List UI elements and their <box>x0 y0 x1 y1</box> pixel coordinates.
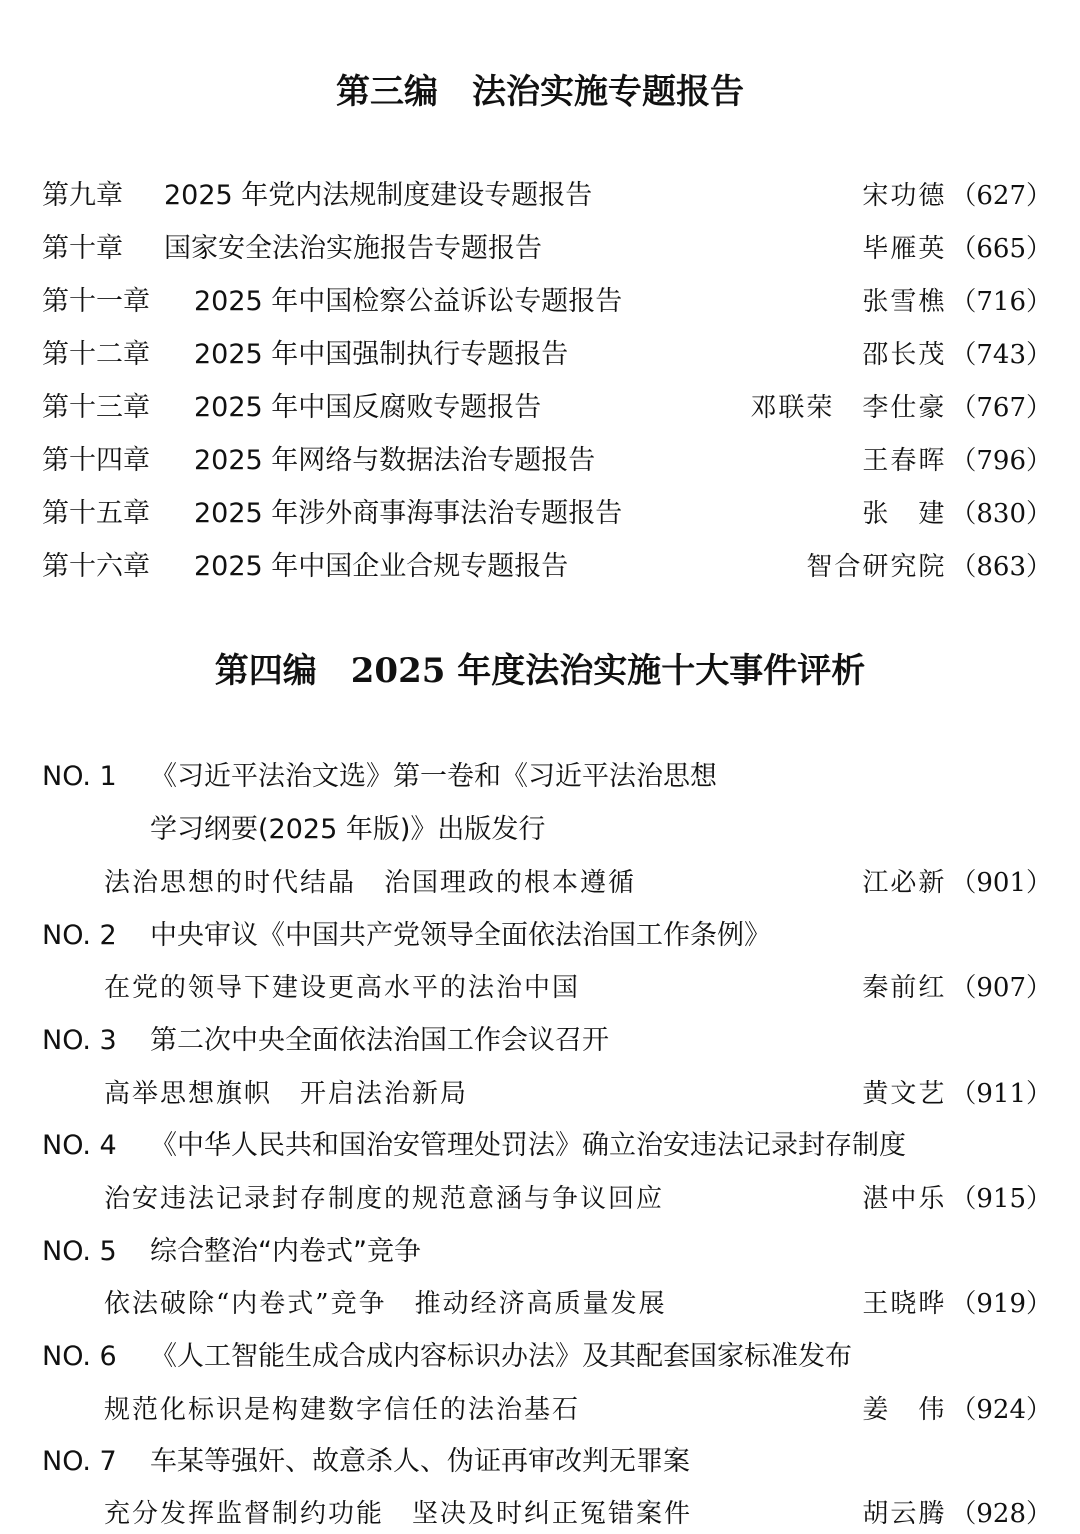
dot-leader <box>574 547 796 587</box>
event-article-4[interactable] <box>104 1179 1052 1219</box>
article-title: 治安违法记录封存制度的规范意涵与争议回应 <box>104 1184 665 1214</box>
event-entry-2[interactable] <box>42 916 1052 956</box>
dot-leader <box>642 863 852 903</box>
event-article-2[interactable] <box>104 968 1052 1008</box>
chapter-author: 张雪樵 <box>862 287 947 317</box>
event-title: 《人工智能生成合成内容标识办法》及其配套国家标准发布 <box>150 1341 852 1372</box>
chapter-number: 第十六章 <box>42 551 150 582</box>
article-author: 秦前红 <box>862 973 947 1003</box>
event-entry-1[interactable] <box>42 757 1052 797</box>
toc-entry-chapter-13[interactable] <box>42 388 1052 428</box>
page-number: （830） <box>950 499 1052 529</box>
toc-entry-chapter-9[interactable] <box>42 176 1052 216</box>
event-entry-7[interactable] <box>42 1442 1052 1482</box>
page-number: （901） <box>950 868 1052 898</box>
part3-heading: 第三编 法治实施专题报告 <box>336 72 744 112</box>
event-article-6[interactable] <box>104 1390 1052 1430</box>
event-title: 《中华人民共和国治安管理处罚法》确立治安违法记录封存制度 <box>150 1130 906 1161</box>
event-number: NO. 4 <box>42 1130 117 1161</box>
event-article-1[interactable] <box>104 863 1052 903</box>
article-author: 江必新 <box>862 868 947 898</box>
page-number: （627） <box>950 181 1052 211</box>
article-title: 在党的领导下建设更高水平的法治中国 <box>104 973 581 1003</box>
dot-leader <box>586 968 852 1008</box>
chapter-title: 2025 年中国检察公益诉讼专题报告 <box>194 286 623 317</box>
event-entry-4[interactable] <box>42 1126 1052 1166</box>
page-number: （743） <box>950 340 1052 370</box>
page-number: （919） <box>950 1289 1052 1319</box>
chapter-title: 2025 年中国强制执行专题报告 <box>194 339 569 370</box>
article-author: 黄文艺 <box>862 1079 947 1109</box>
dot-leader <box>673 1284 853 1324</box>
toc-entry-chapter-10[interactable] <box>42 229 1052 269</box>
event-title: 《习近平法治文选》第一卷和《习近平法治思想 <box>150 761 717 792</box>
chapter-author: 智合研究院 <box>806 552 947 582</box>
chapter-author: 张 建 <box>862 499 947 529</box>
chapter-title: 2025 年涉外商事海事法治专题报告 <box>194 498 623 529</box>
event-article-5[interactable] <box>104 1284 1052 1324</box>
event-entry-5[interactable] <box>42 1232 1052 1272</box>
chapter-title: 2025 年党内法规制度建设专题报告 <box>164 180 593 211</box>
event-title: 综合整治“内卷式”竞争 <box>150 1236 421 1267</box>
event-number: NO. 5 <box>42 1236 117 1267</box>
event-entry-3[interactable] <box>42 1021 1052 1061</box>
chapter-author: 毕雁英 <box>862 234 947 264</box>
chapter-number: 第九章 <box>42 180 123 211</box>
page-number: （863） <box>950 552 1052 582</box>
chapter-title: 国家安全法治实施报告专题报告 <box>164 233 542 264</box>
page-number: （665） <box>950 234 1052 264</box>
event-title-continued: 学习纲要(2025 年版)》出版发行 <box>150 814 546 845</box>
dot-leader <box>598 176 852 216</box>
article-author: 胡云腾 <box>862 1499 947 1529</box>
dot-leader <box>628 282 852 322</box>
event-number: NO. 2 <box>42 920 117 951</box>
page-number: （911） <box>950 1079 1052 1109</box>
dot-leader <box>574 335 852 375</box>
event-entry-6[interactable] <box>42 1337 1052 1377</box>
chapter-author: 邓联荣 李仕豪 <box>750 393 947 423</box>
event-number: NO. 1 <box>42 761 117 792</box>
part4-heading: 第四编 2025 年度法治实施十大事件评析 <box>214 651 866 691</box>
toc-entry-chapter-12[interactable] <box>42 335 1052 375</box>
event-title: 第二次中央全面依法治国工作会议召开 <box>150 1025 609 1056</box>
chapter-author: 宋功德 <box>862 181 947 211</box>
article-title: 高举思想旗帜 开启法治新局 <box>104 1079 469 1109</box>
toc-entry-chapter-15[interactable] <box>42 494 1052 534</box>
event-title: 车某等强奸、故意杀人、伪证再审改判无罪案 <box>150 1446 690 1477</box>
chapter-title: 2025 年网络与数据法治专题报告 <box>194 445 596 476</box>
dot-leader <box>698 1494 852 1534</box>
article-author: 湛中乐 <box>862 1184 947 1214</box>
page-number: （928） <box>950 1499 1052 1529</box>
event-title: 中央审议《中国共产党领导全面依法治国工作条例》 <box>150 920 771 951</box>
dot-leader <box>548 229 852 269</box>
toc-entry-chapter-11[interactable] <box>42 282 1052 322</box>
chapter-author: 王春晖 <box>862 446 947 476</box>
chapter-number: 第十章 <box>42 233 123 264</box>
article-title: 依法破除“内卷式”竞争 推动经济高质量发展 <box>104 1289 667 1319</box>
chapter-number: 第十四章 <box>42 445 150 476</box>
event-number: NO. 6 <box>42 1341 117 1372</box>
event-number: NO. 3 <box>42 1025 117 1056</box>
page-number: （796） <box>950 446 1052 476</box>
toc-entry-chapter-16[interactable] <box>42 547 1052 587</box>
dot-leader <box>670 1179 852 1219</box>
article-title: 法治思想的时代结晶 治国理政的根本遵循 <box>104 868 637 898</box>
dot-leader <box>628 494 852 534</box>
page-number: （716） <box>950 287 1052 317</box>
page-number: （915） <box>950 1184 1052 1214</box>
chapter-number: 第十三章 <box>42 392 150 423</box>
dot-leader <box>474 1074 852 1114</box>
article-author: 姜 伟 <box>862 1395 947 1425</box>
toc-entry-chapter-14[interactable] <box>42 441 1052 481</box>
page-number: （907） <box>950 973 1052 1003</box>
chapter-title: 2025 年中国企业合规专题报告 <box>194 551 569 582</box>
article-title: 充分发挥监督制约功能 坚决及时纠正冤错案件 <box>104 1499 693 1529</box>
page-number: （924） <box>950 1395 1052 1425</box>
chapter-author: 邵长茂 <box>862 340 947 370</box>
chapter-number: 第十二章 <box>42 339 150 370</box>
event-article-3[interactable] <box>104 1074 1052 1114</box>
chapter-number: 第十五章 <box>42 498 150 529</box>
dot-leader <box>547 388 740 428</box>
dot-leader <box>601 441 852 481</box>
chapter-number: 第十一章 <box>42 286 150 317</box>
event-number: NO. 7 <box>42 1446 117 1477</box>
article-title: 规范化标识是构建数字信任的法治基石 <box>104 1395 581 1425</box>
event-article-7[interactable] <box>104 1494 1052 1534</box>
page-number: （767） <box>950 393 1052 423</box>
article-author: 王晓晔 <box>862 1289 947 1319</box>
chapter-title: 2025 年中国反腐败专题报告 <box>194 392 542 423</box>
dot-leader <box>586 1390 852 1430</box>
